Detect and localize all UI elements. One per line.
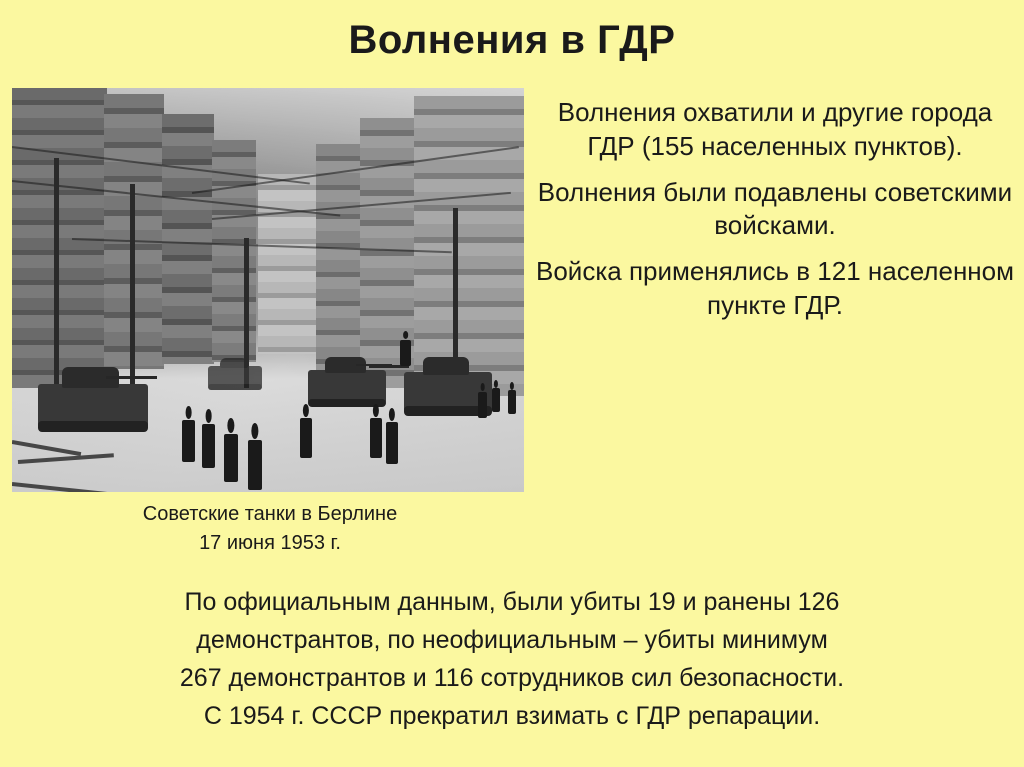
rubble-debris	[18, 453, 114, 464]
utility-pole	[130, 184, 135, 399]
pedestrian	[300, 418, 312, 458]
photo-caption-line-1: Советские танки в Берлине	[142, 503, 398, 525]
pedestrian	[182, 420, 195, 462]
pedestrian-distant	[478, 392, 487, 418]
pedestrian-distant	[492, 388, 500, 412]
pedestrian	[248, 440, 262, 490]
tank-distant	[208, 366, 262, 388]
bottom-line-2: демонстрантов, по неофициальным – убиты минимум	[196, 626, 828, 654]
tank-turret	[423, 357, 469, 375]
bottom-line-4: С 1954 г. СССР прекратил взимать с ГДР репарации.	[203, 702, 821, 730]
pedestrian	[386, 422, 398, 464]
soldier-on-tank	[400, 340, 411, 366]
bottom-line-3: 267 демонстрантов и 116 сотрудников сил безопасности.	[179, 664, 845, 692]
pedestrian	[224, 434, 238, 482]
tank-barrel	[106, 376, 157, 379]
bottom-line-1: По официальным данным, были убиты 19 и ранены 126	[184, 588, 840, 616]
tank-tracks	[38, 421, 148, 432]
right-paragraph-2: Волнения были подавлены советскими войсками.	[537, 176, 1013, 241]
right-text-column	[536, 96, 1014, 335]
building-right-2	[360, 118, 420, 388]
building-right-3	[316, 144, 364, 384]
pedestrian	[202, 424, 215, 468]
rubble-debris	[12, 440, 81, 456]
bottom-text-block	[28, 583, 996, 735]
pedestrian	[370, 418, 382, 458]
photo-caption-line-2: 17 июня 1953 г.	[199, 532, 341, 554]
photo-image	[12, 88, 524, 492]
rubble-debris	[12, 482, 132, 492]
tank-mid-left	[308, 370, 386, 404]
pedestrian-distant	[508, 390, 516, 414]
right-paragraph-1: Волнения охватили и другие города ГДР (155 населенных пунктов).	[557, 97, 993, 161]
utility-pole	[54, 158, 59, 408]
page-title: Волнения в ГДР	[348, 18, 676, 62]
photo-figure	[12, 88, 524, 492]
photo-caption	[20, 500, 520, 558]
tank-tracks	[208, 384, 262, 390]
tank-turret	[220, 358, 248, 368]
building-right-1	[414, 96, 524, 396]
tank-foreground-left	[38, 384, 148, 428]
right-paragraph-3: Войска применялись в 121 населенном пункте ГДР.	[536, 256, 1014, 320]
building-left-3	[162, 114, 214, 364]
